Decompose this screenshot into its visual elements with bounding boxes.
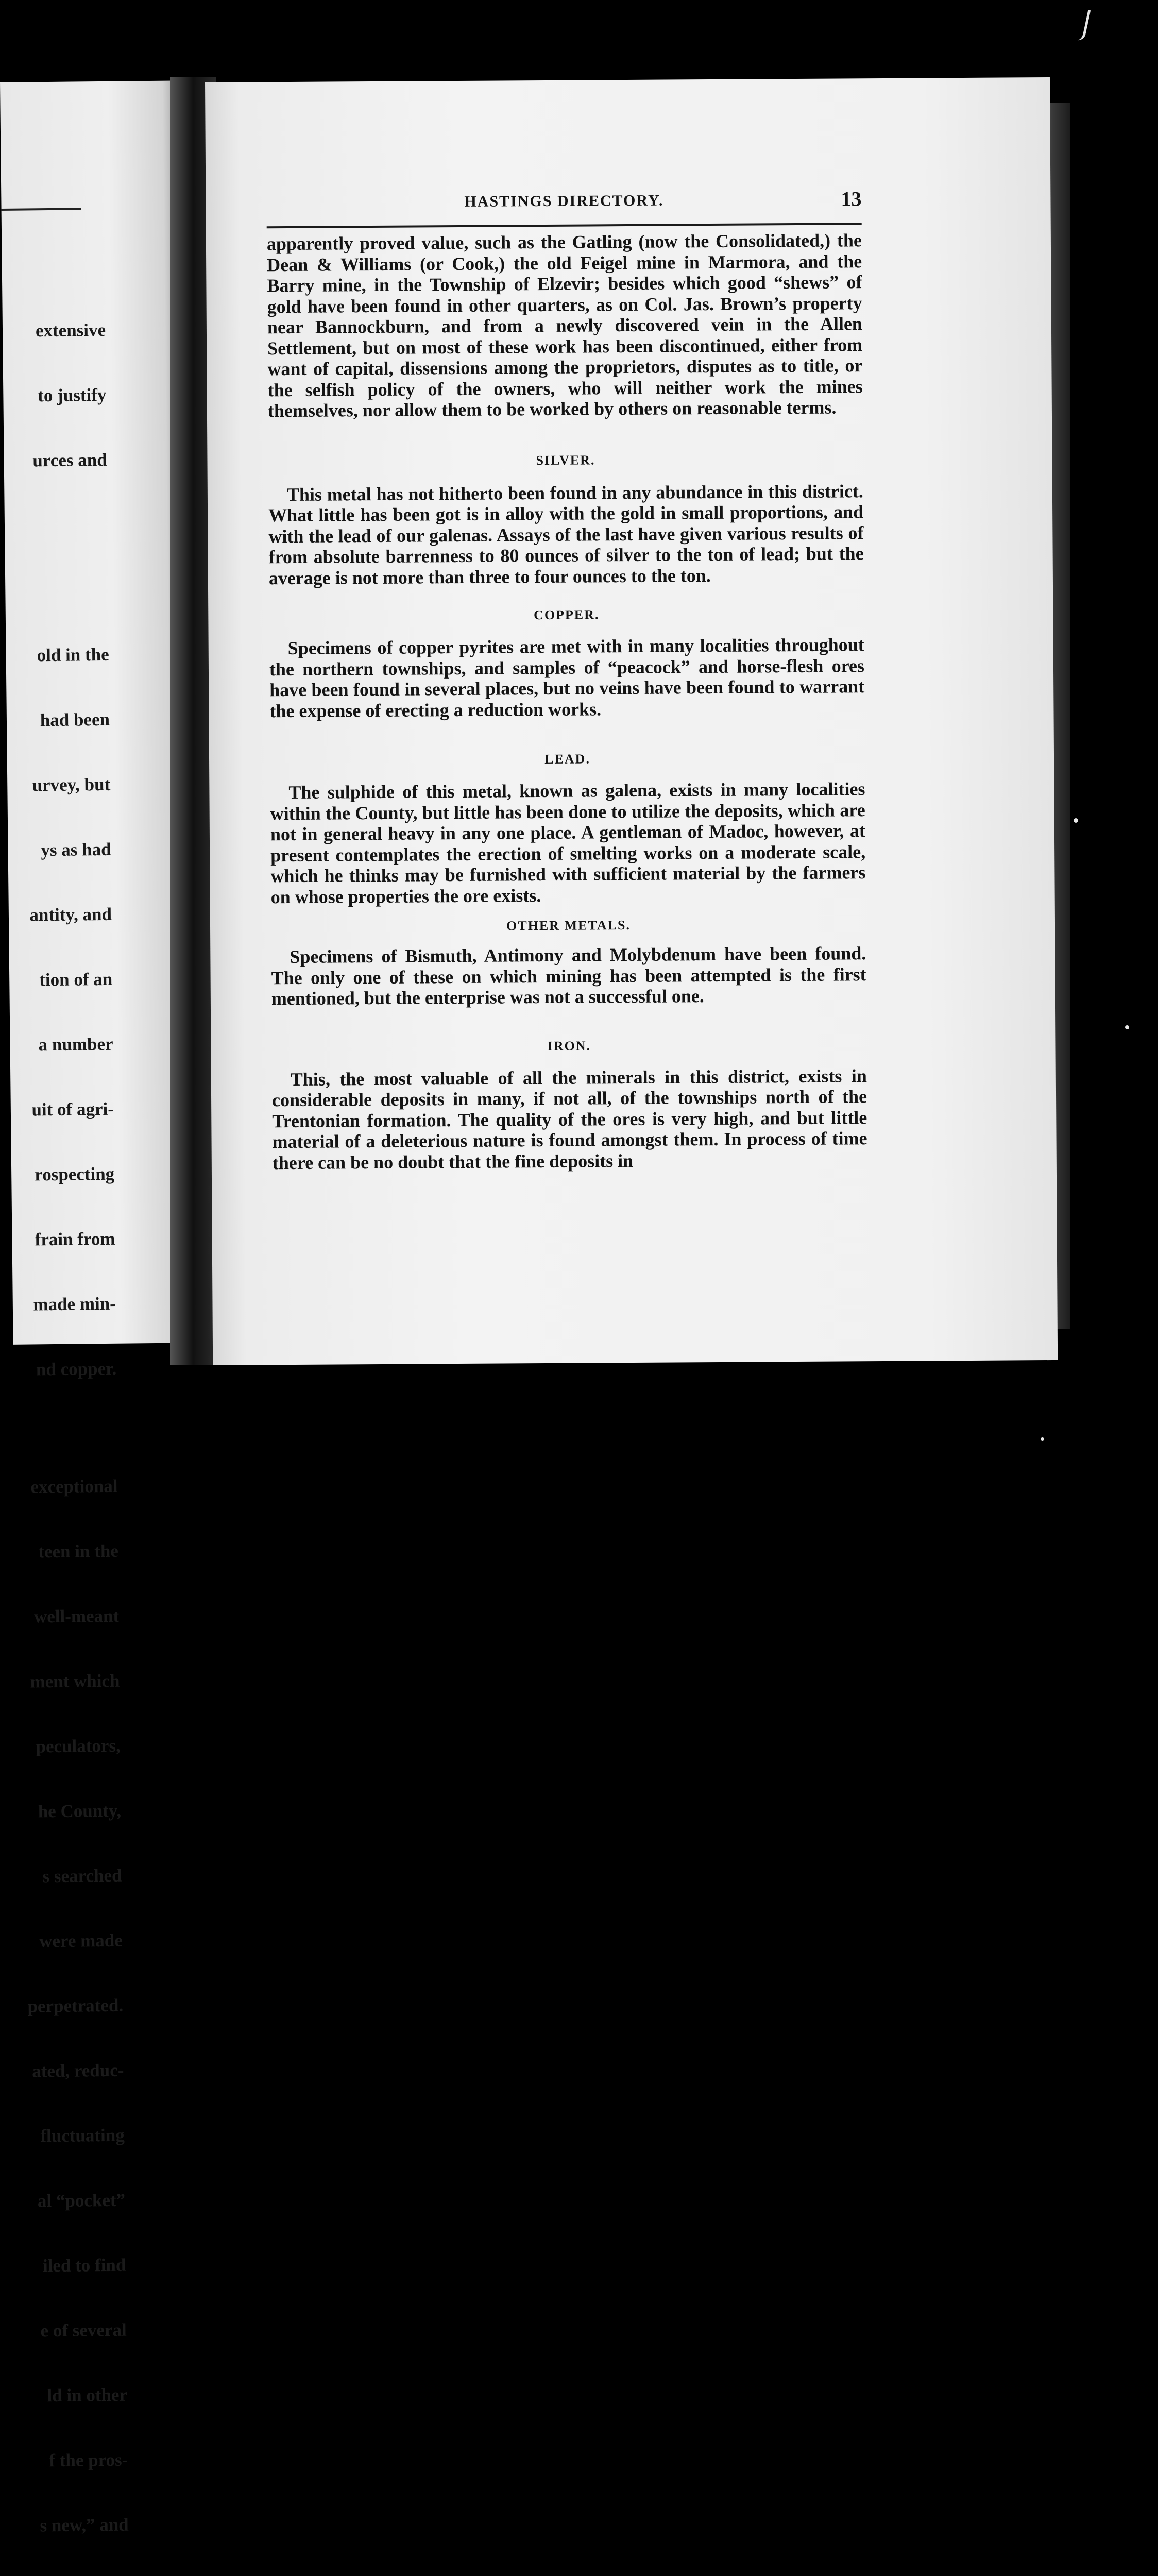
page-number: 13 bbox=[841, 187, 862, 211]
section-heading-iron: IRON. bbox=[547, 1038, 591, 1054]
left-page-text bbox=[0, 276, 136, 2576]
left-line: made min- bbox=[33, 1293, 116, 1315]
left-line: antity, and bbox=[29, 904, 112, 925]
page-content bbox=[266, 187, 867, 1173]
section-text-iron: This, the most valuable of all the minerals in this district, exists in considerable deposits in many, if not all, of the townships north of the Trentonian formation. The quality of the ores is very high, and but little material of a deleterious nature is found amongst them. In process of time there can be no doubt that the fine deposits in bbox=[271, 1065, 867, 1173]
left-line: exceptional bbox=[30, 1476, 118, 1497]
section-text-lead: The sulphide of this metal, known as galena, exists in many localities within the County, but little has been done to utilize the deposits, which are not in general heavy in any one place. A gentleman of Madoc, however, at present contemplates the erection of smelting works on a moderate scale, which he thinks may be furnished with sufficient material by the farmers on whose properties the ore exists. bbox=[270, 778, 866, 907]
left-line: he County, bbox=[38, 1800, 122, 1822]
left-page-rule bbox=[2, 208, 81, 211]
intro-paragraph: apparently proved value, such as the Gatling (now the Consolidated,) the Dean & Williams (or Cook,) the old Feigel mine in Marmora, and the Barry mine, in the Township of Elzevir; besides which good “shews” of gold have been found in other quarters, as on Col. Jas. Brown’s property near Bannockburn, and from a newly discovered vein in the Allen Settlement, but on most of these work has been discontinued, either from want of capital, dissensions among the proprietors, disputes as to title, or the selfish policy of the owners, who will neither work the mines themselves, nor allow them to be worked by others on reasonable terms. bbox=[266, 230, 863, 421]
section-text-other-metals: Specimens of Bismuth, Antimony and Molybdenum have been found. The only one of these on which mining has been attempted is the first mentioned, but the enterprise was not a successful one. bbox=[271, 943, 866, 1009]
left-line: uit of agri- bbox=[31, 1098, 114, 1120]
left-line: frain from bbox=[35, 1228, 115, 1250]
left-line: urces and bbox=[32, 449, 107, 471]
left-line: urvey, but bbox=[32, 774, 111, 795]
section-text-copper: Specimens of copper pyrites are met with in many localities throughout the northern townships, and samples of “peacock” and horse-flesh ores have been found in several places, but no veins have been found to warrant the expense of erecting a reduction works. bbox=[269, 634, 865, 721]
dust-speck bbox=[1014, 432, 1018, 436]
left-line: al “pocket” bbox=[37, 2190, 126, 2211]
left-line: nd copper. bbox=[36, 1358, 117, 1380]
left-line: fluctuating bbox=[40, 2125, 125, 2146]
right-page bbox=[205, 77, 1058, 1365]
left-line: ment which bbox=[30, 1670, 120, 1692]
left-line: ld in other bbox=[47, 2384, 128, 2406]
left-line: s new,” and bbox=[40, 2514, 129, 2536]
film-corner-mark bbox=[1077, 9, 1091, 42]
left-line: a number bbox=[38, 1033, 113, 1055]
dust-speck bbox=[1125, 1025, 1129, 1029]
left-line: old in the bbox=[37, 644, 109, 666]
left-line: iled to find bbox=[42, 2255, 126, 2276]
section-heading-other-metals: OTHER METALS. bbox=[506, 917, 631, 934]
left-line: teen in the bbox=[38, 1540, 119, 1562]
left-line: s searched bbox=[42, 1865, 122, 1887]
section-text-silver: This metal has not hitherto been found in any abundance in this district. What little has been got is in alloy with the gold in small proportions, and with the lead of our galenas. Assays of the last have given various results of from absolute barrenness to 80 ounces of silver to the ton of lead; but the average is not more than three to four ounces to the ton. bbox=[268, 480, 864, 588]
left-line: e of several bbox=[40, 2319, 127, 2341]
dust-speck bbox=[1041, 1437, 1044, 1441]
section-heading-copper: COPPER. bbox=[534, 607, 600, 623]
left-line: rospecting bbox=[35, 1163, 115, 1185]
left-line: to justify bbox=[37, 384, 107, 406]
section-heading-silver: SILVER. bbox=[536, 452, 595, 468]
section-heading-lead: LEAD. bbox=[544, 751, 590, 767]
left-line: tion of an bbox=[39, 969, 113, 990]
left-line: well-meant bbox=[33, 1605, 120, 1627]
left-line: ated, reduc- bbox=[32, 2060, 124, 2081]
running-head bbox=[266, 187, 861, 226]
left-line: perpetrated. bbox=[27, 1995, 124, 2016]
dust-speck bbox=[1074, 818, 1078, 823]
left-line: had been bbox=[40, 709, 110, 731]
left-line: peculators, bbox=[36, 1735, 121, 1757]
running-title: HASTINGS DIRECTORY. bbox=[464, 192, 664, 210]
left-line: were made bbox=[39, 1930, 123, 1952]
left-line: f the pros- bbox=[49, 2449, 128, 2471]
left-line: ys as had bbox=[41, 839, 111, 860]
left-line: extensive bbox=[35, 319, 106, 341]
left-page bbox=[0, 80, 194, 2536]
